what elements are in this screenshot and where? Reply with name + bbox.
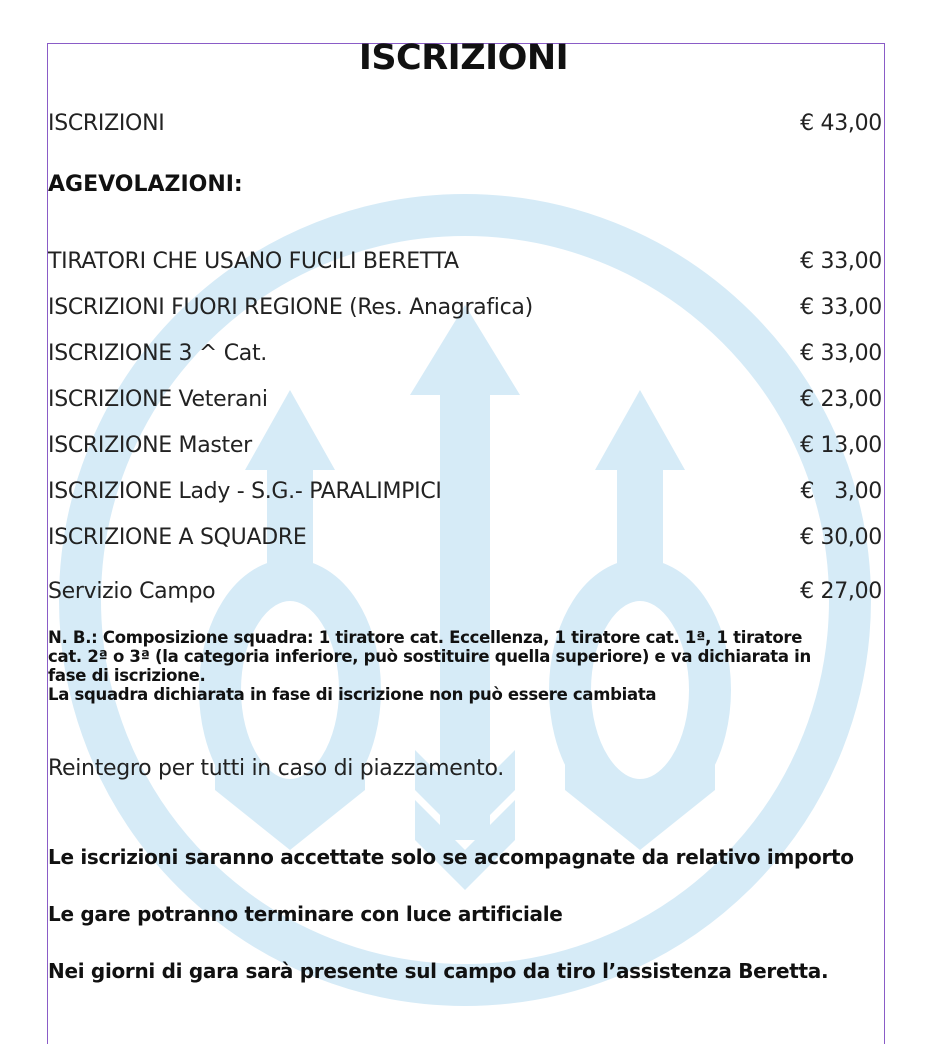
discount-price: € 33,00	[800, 295, 882, 320]
discount-label: ISCRIZIONE Veterani	[48, 387, 268, 412]
service-price: € 27,00	[800, 579, 882, 604]
note-line: La squadra dichiarata in fase di iscrizione non può essere cambiata	[48, 685, 657, 704]
discount-label: ISCRIZIONE Lady - S.G.- PARALIMPICI	[48, 479, 442, 504]
discount-row	[48, 525, 882, 555]
team-note	[48, 628, 878, 704]
service-label: Servizio Campo	[48, 579, 216, 604]
rule-line: Le iscrizioni saranno accettate solo se accompagnate da relativo importo	[48, 845, 854, 869]
fee-label: ISCRIZIONI	[48, 111, 165, 136]
note-line: cat. 2ª o 3ª (la categoria inferiore, può sostituire quella superiore) e va dichiarata in	[48, 647, 811, 666]
discount-label: TIRATORI CHE USANO FUCILI BERETTA	[48, 249, 459, 274]
discount-price: € 13,00	[800, 433, 882, 458]
discount-price: € 33,00	[800, 341, 882, 366]
service-row	[48, 579, 882, 609]
discount-row	[48, 479, 882, 509]
discount-row	[48, 295, 882, 325]
discount-row	[48, 387, 882, 417]
page-title: ISCRIZIONI	[358, 38, 569, 78]
discount-label: ISCRIZIONE Master	[48, 433, 252, 458]
discount-price: € 33,00	[800, 249, 882, 274]
note-line: fase di iscrizione.	[48, 666, 206, 685]
discount-row	[48, 433, 882, 463]
rule-line: Le gare potranno terminare con luce artificiale	[48, 902, 563, 926]
discount-row	[48, 249, 882, 279]
discount-row	[48, 341, 882, 371]
reinstatement-text: Reintegro per tutti in caso di piazzamento.	[48, 756, 504, 781]
rule-line: Nei giorni di gara sarà presente sul campo da tiro l’assistenza Beretta.	[48, 959, 829, 983]
fee-price: € 43,00	[800, 111, 882, 136]
note-line: N. B.: Composizione squadra: 1 tiratore cat. Eccellenza, 1 tiratore cat. 1ª, 1 tiratore	[48, 628, 803, 647]
discount-label: ISCRIZIONE 3 ^ Cat.	[48, 341, 267, 366]
discount-label: ISCRIZIONI FUORI REGIONE (Res. Anagrafica)	[48, 295, 533, 320]
discount-price: € 30,00	[800, 525, 882, 550]
main-fee-row	[48, 111, 882, 141]
discount-label: ISCRIZIONE A SQUADRE	[48, 525, 307, 550]
discount-price: € 23,00	[800, 387, 882, 412]
discounts-heading: AGEVOLAZIONI:	[48, 172, 243, 197]
discount-price: € 3,00	[800, 479, 882, 504]
